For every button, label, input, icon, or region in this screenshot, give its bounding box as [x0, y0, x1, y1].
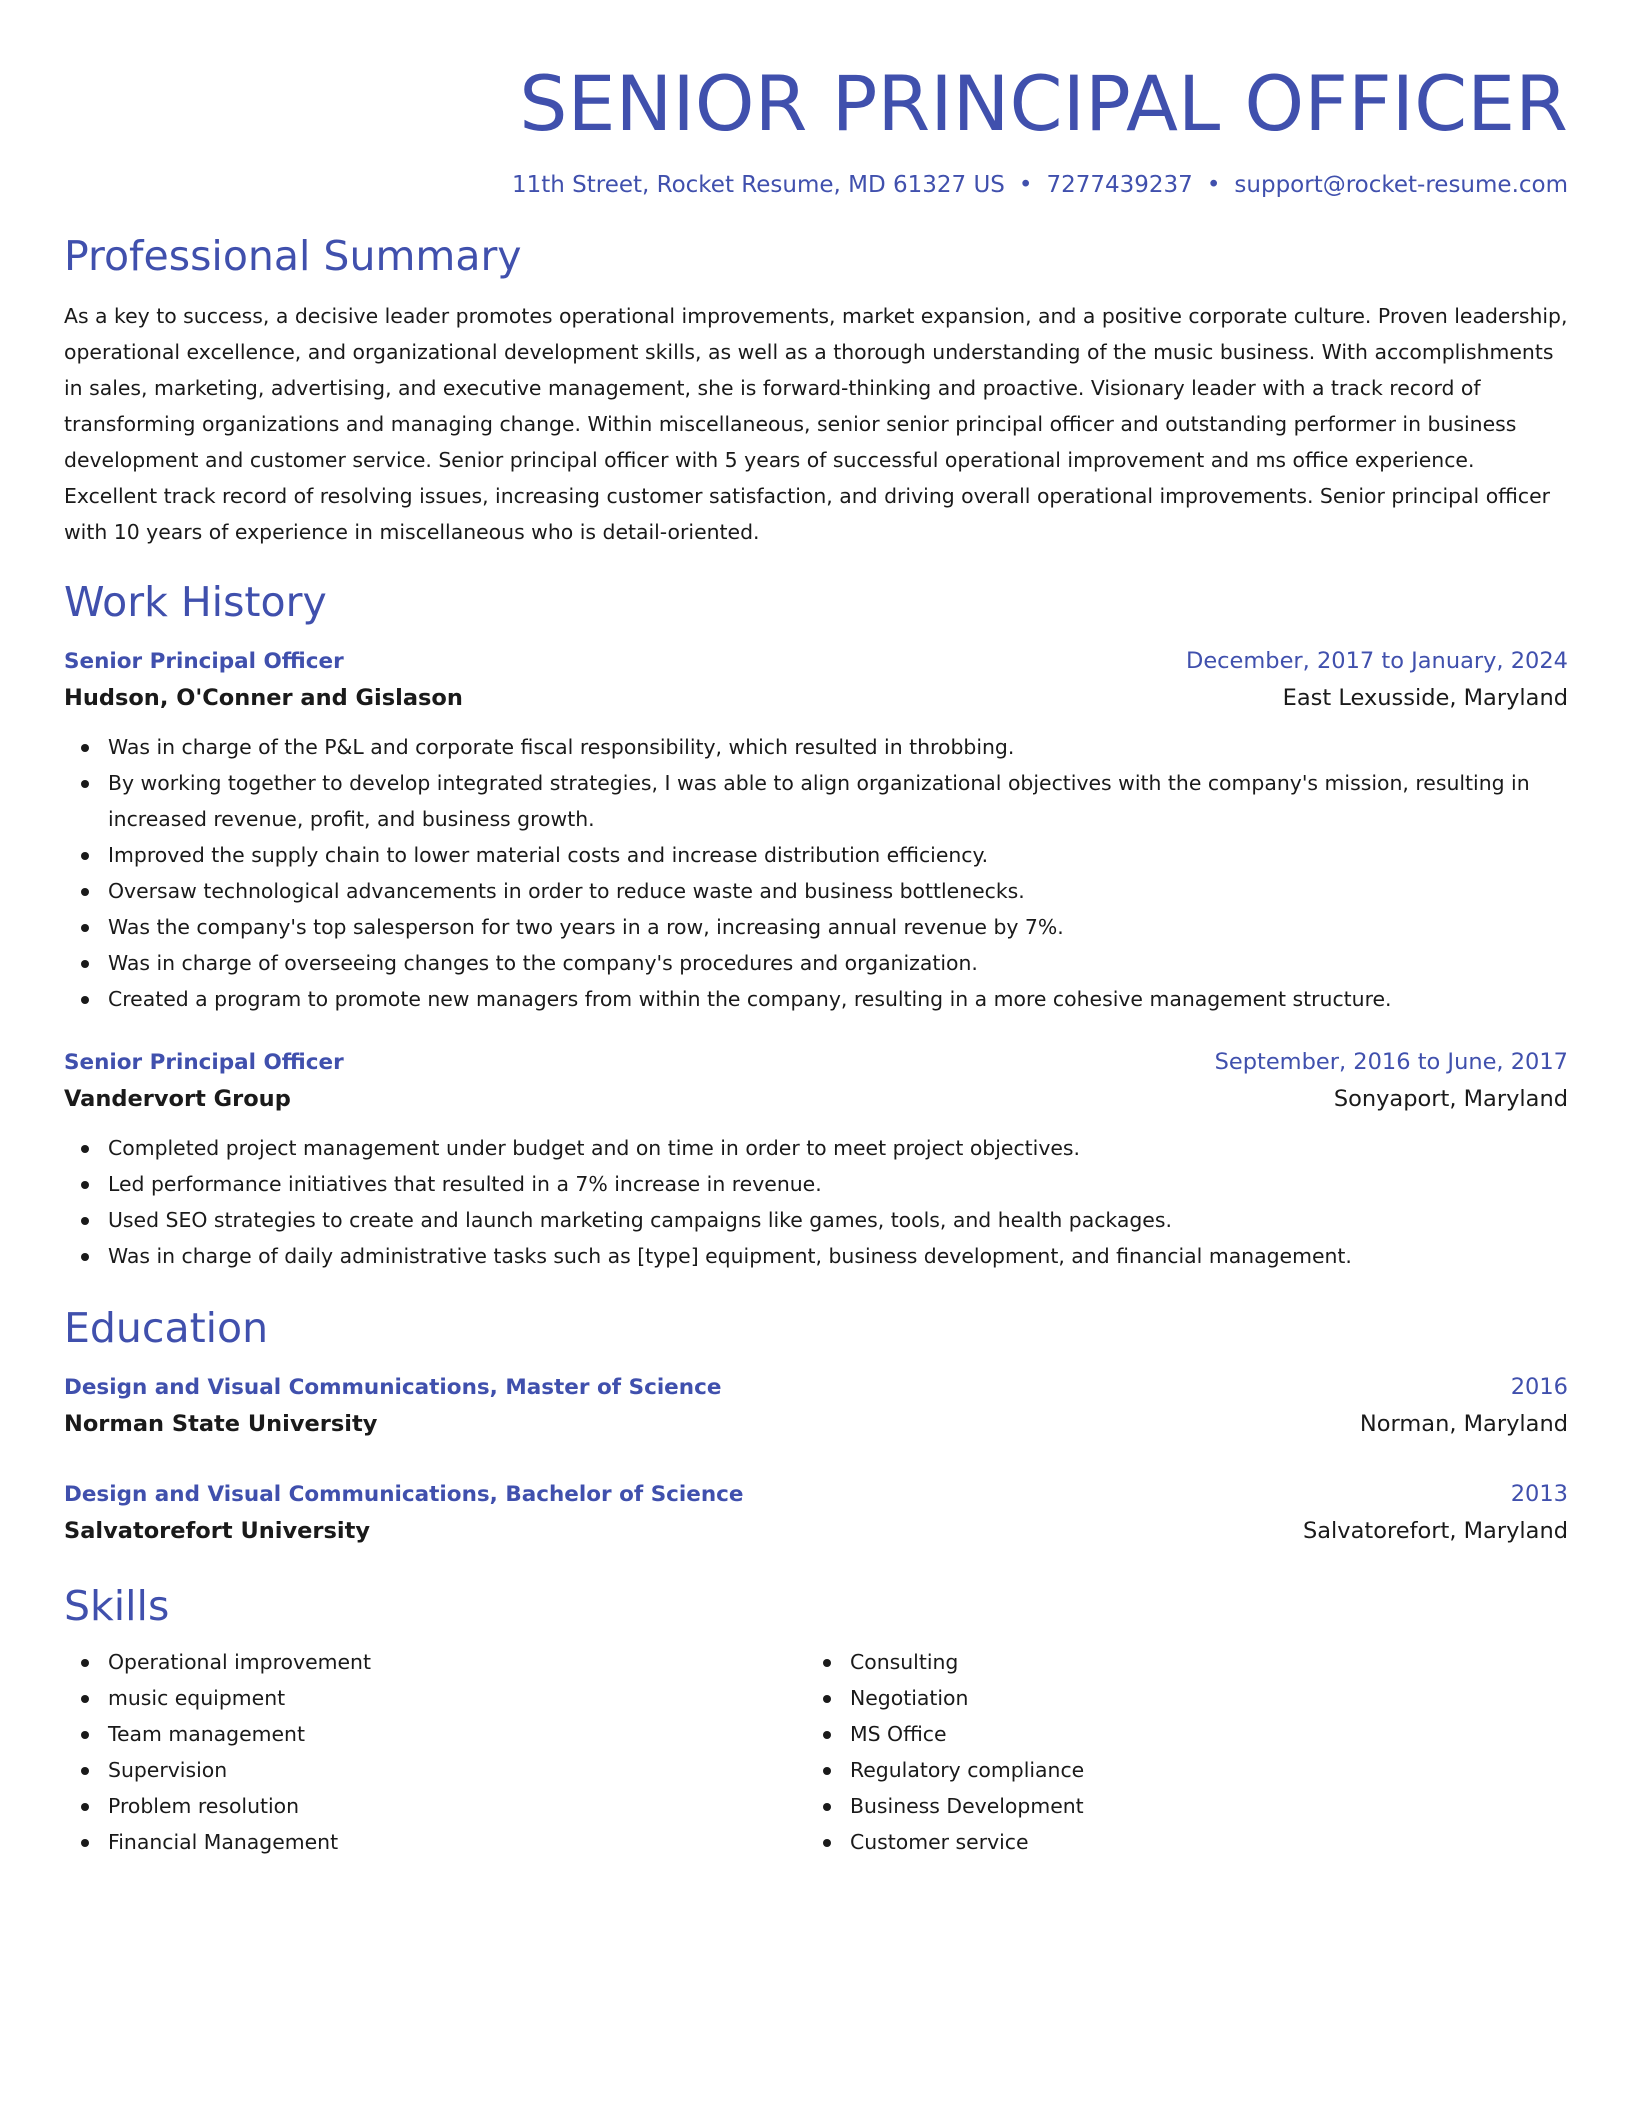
- education-school-row: [64, 1512, 1568, 1550]
- email-link[interactable]: support@rocket-resume.com: [1234, 172, 1568, 198]
- resume-page: [64, 0, 1568, 2112]
- skill-item: Supervision: [64, 1752, 806, 1788]
- job-bullet: By working together to develop integrated strategies, I was able to align organizational objectives with the company's mission, resulting in increased revenue, profit, and business growth.: [64, 765, 1568, 837]
- job-header-row: [64, 1045, 1568, 1080]
- education-degree: Design and Visual Communications, Bachelor of Science: [64, 1482, 744, 1507]
- job-company: Vandervort Group: [64, 1086, 291, 1112]
- education-school: Norman State University: [64, 1411, 378, 1437]
- skill-item: music equipment: [64, 1680, 806, 1716]
- education-location: Salvatorefort, Maryland: [1302, 1518, 1568, 1544]
- skill-item: Consulting: [806, 1644, 1548, 1680]
- job-bullet: Used SEO strategies to create and launch marketing campaigns like games, tools, and health packages.: [64, 1202, 1568, 1238]
- job-bullet: Created a program to promote new managers from within the company, resulting in a more cohesive management structure.: [64, 981, 1568, 1017]
- job-bullet-list: [64, 1130, 1568, 1274]
- section-title-education: Education: [64, 1304, 269, 1352]
- job-bullet: Was in charge of the P&L and corporate fiscal responsibility, which resulted in throbbing.: [64, 729, 1568, 765]
- job-bullet: Was in charge of daily administrative tasks such as [type] equipment, business development, and financial management.: [64, 1238, 1568, 1274]
- summary-text: As a key to success, a decisive leader promotes operational improvements, market expansion, and a positive corporate culture. Proven leadership, operational excellence, and organizational development skills, as well as a thorough understanding of the music business. With accomplishments in sales, marketing, advertising, and executive management, she is forward-thinking and proactive. Visionary leader with a track record of transforming organizations and managing change. Within miscellaneous, senior senior principal officer and outstanding performer in business development and customer service. Senior principal officer with 5 years of successful operational improvement and ms office experience. Excellent track record of resolving issues, increasing customer satisfaction, and driving overall operational improvements. Senior principal officer with 10 years of experience in miscellaneous who is detail-oriented.: [64, 304, 1568, 544]
- phone-text: 7277439237: [1046, 172, 1193, 198]
- skill-item: Operational improvement: [64, 1644, 806, 1680]
- job-entry: [64, 1045, 1568, 1274]
- job-bullet: Improved the supply chain to lower material costs and increase distribution efficiency.: [64, 837, 1568, 873]
- job-position: Senior Principal Officer: [64, 649, 344, 674]
- education-location: Norman, Maryland: [1359, 1411, 1568, 1437]
- skill-item: Negotiation: [806, 1680, 1548, 1716]
- job-bullet: Was in charge of overseeing changes to the company's procedures and organization.: [64, 945, 1568, 981]
- candidate-name: SENIOR PRINCIPAL OFFICER: [519, 59, 1568, 148]
- job-bullet-list: [64, 729, 1568, 1017]
- contact-line: [64, 170, 1568, 200]
- section-title-skills: Skills: [64, 1582, 170, 1630]
- address-text: 11th Street, Rocket Resume, MD 61327 US: [511, 172, 1005, 198]
- education-entry: [64, 1477, 1568, 1550]
- skill-item: MS Office: [806, 1716, 1548, 1752]
- skills-column-right: [806, 1644, 1548, 1860]
- skill-item: Financial Management: [64, 1824, 806, 1860]
- job-company-row: [64, 679, 1568, 717]
- job-header-row: [64, 644, 1568, 679]
- job-dates: December, 2017 to January, 2024: [1186, 648, 1568, 674]
- section-title-work-history: Work History: [64, 578, 327, 626]
- job-bullet: Oversaw technological advancements in order to reduce waste and business bottlenecks.: [64, 873, 1568, 909]
- skill-item: Customer service: [806, 1824, 1548, 1860]
- education-degree: Design and Visual Communications, Master of Science: [64, 1375, 722, 1400]
- job-bullet: Completed project management under budget and on time in order to meet project objectives.: [64, 1130, 1568, 1166]
- section-title-summary: Professional Summary: [64, 232, 522, 280]
- skill-item: Team management: [64, 1716, 806, 1752]
- education-entry: [64, 1370, 1568, 1443]
- resume-header: [64, 0, 1568, 200]
- education-year: 2016: [1510, 1374, 1568, 1400]
- job-dates: September, 2016 to June, 2017: [1214, 1049, 1568, 1075]
- skill-item: Regulatory compliance: [806, 1752, 1548, 1788]
- skill-item: Problem resolution: [64, 1788, 806, 1824]
- education-school: Salvatorefort University: [64, 1518, 371, 1544]
- job-bullet: Was the company's top salesperson for two years in a row, increasing annual revenue by 7%.: [64, 909, 1568, 945]
- education-header-row: [64, 1477, 1568, 1512]
- skills-grid: [64, 1644, 1568, 1860]
- job-location: Sonyaport, Maryland: [1333, 1086, 1568, 1112]
- education-year: 2013: [1510, 1481, 1568, 1507]
- job-position: Senior Principal Officer: [64, 1050, 344, 1075]
- skills-column-left: [64, 1644, 806, 1860]
- job-company: Hudson, O'Conner and Gislason: [64, 685, 463, 711]
- job-company-row: [64, 1080, 1568, 1118]
- job-location: East Lexusside, Maryland: [1282, 685, 1568, 711]
- separator-dot: •: [1206, 172, 1221, 198]
- education-school-row: [64, 1405, 1568, 1443]
- job-bullet: Led performance initiatives that resulted in a 7% increase in revenue.: [64, 1166, 1568, 1202]
- job-entry: [64, 644, 1568, 1017]
- skill-item: Business Development: [806, 1788, 1548, 1824]
- separator-dot: •: [1018, 172, 1033, 198]
- education-header-row: [64, 1370, 1568, 1405]
